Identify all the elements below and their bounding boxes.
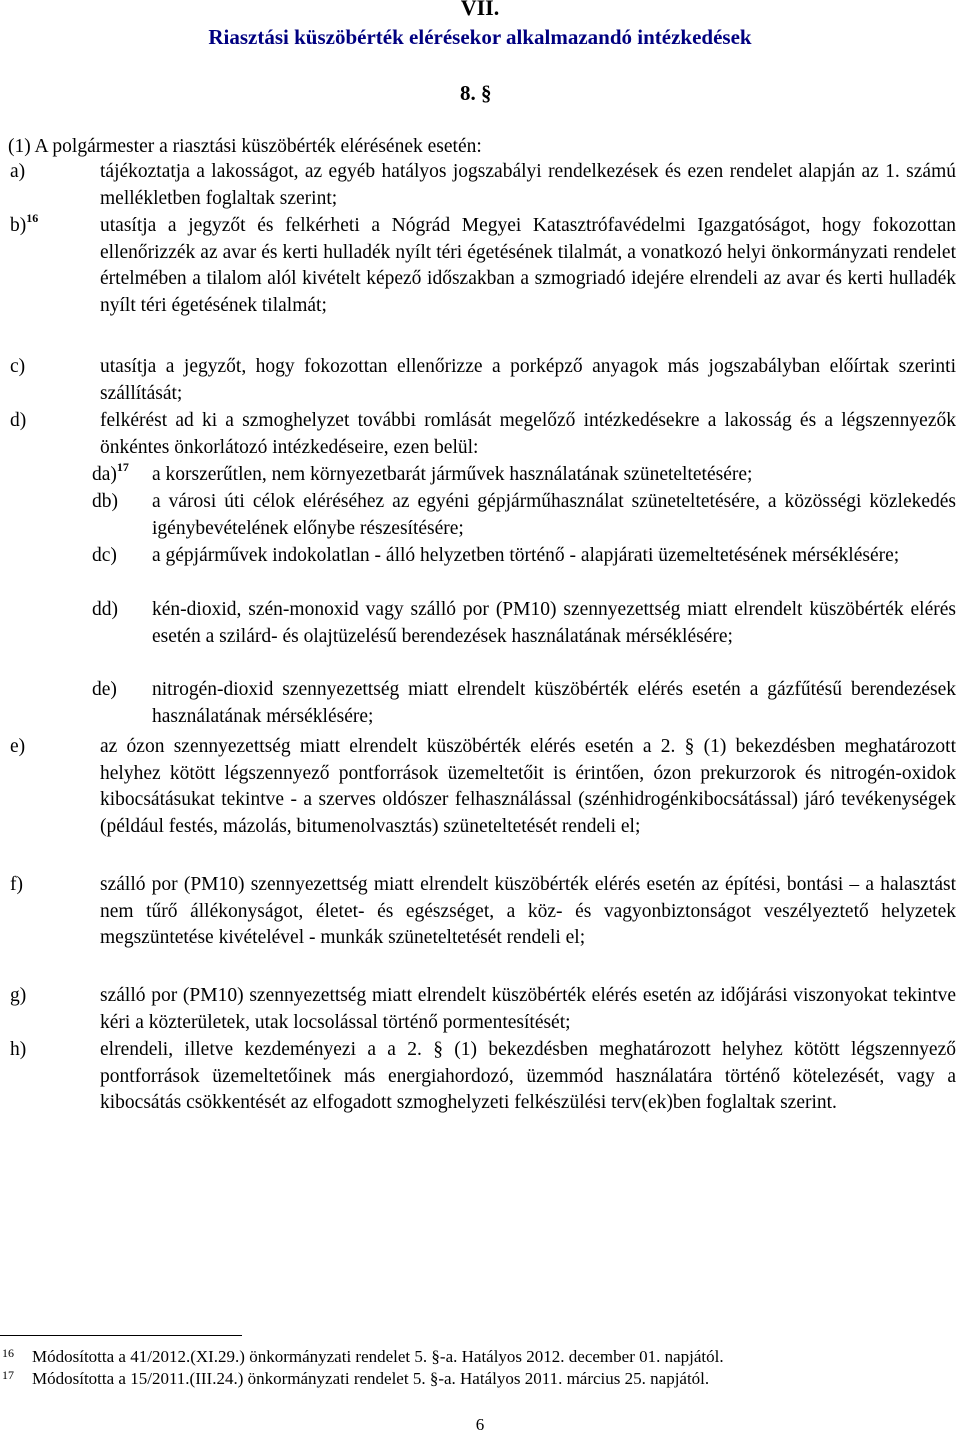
item-text: utasítja a jegyzőt és felkérheti a Nógrád Megyei Katasztrófavédelmi Igazgatóságot, hogy fokozottan ellenőrizzék az avar és kerti hulladék nyílt téri égetésének tilalmát, a vonatkozó helyi önkormányzati rendelet értelmében a tilalom alól kivételt képező időszakban a szmogriadó idejére elrendeli az avar és kerti hulladék nyílt téri égetésének tilalmát; — [100, 215, 956, 316]
paragraph-intro: (1) A polgármester a riasztási küszöbérték elérésének esetén: — [8, 136, 482, 157]
item-label — [92, 462, 129, 489]
chapter-number: VII. — [460, 0, 500, 20]
item-text: a gépjárművek indokolatlan - álló helyzetben történő - alapjárati üzemeltetésének mérséklésére; — [152, 545, 900, 566]
item-text: szálló por (PM10) szennyezettség miatt elrendelt küszöbérték elérés esetén az építési, bontási – a halasztást nem tűrő állékonyságot, életet- és egészséget, a köz- és vagyonbiztonságot veszélyeztető helyzetek megszüntetése kivételével - munkák szüneteltetését rendeli el; — [100, 874, 956, 948]
item-label: f) — [10, 874, 23, 895]
footnote-number: 16 — [2, 1346, 14, 1360]
footnote-separator — [0, 1335, 242, 1336]
item-label: c) — [10, 356, 26, 377]
item-label-text: da) — [92, 464, 117, 485]
item-label: dd) — [92, 599, 118, 620]
item-text: felkérést ad ki a szmoghelyzet további romlását megelőző intézkedésekre a lakosság és a légszennyezők önkéntes önkorlátozó intézkedéseire, ezen belül: — [100, 410, 956, 458]
footnote-number: 17 — [2, 1368, 14, 1382]
item-text: utasítja a jegyzőt, hogy fokozottan ellenőrizze a porképző anyagok más jogszabályban előírtak szerinti szállítását; — [100, 356, 956, 404]
item-text: kén-dioxid, szén-monoxid vagy szálló por (PM10) szennyezettség miatt elrendelt küszöbérték elérés esetén a szilárd- és olajtüzelésű berendezések használatának mérséklésére; — [152, 599, 956, 647]
item-text: tájékoztatja a lakosságot, az egyéb hatályos jogszabályi rendelkezések és ezen rendelet alapján az 1. számú mellékletben foglaltak szerint; — [100, 161, 956, 209]
footnote-ref-16: 16 — [26, 211, 39, 225]
chapter-title: Riasztási küszöbérték elérésekor alkalmazandó intézkedések — [208, 25, 752, 49]
item-label-text: b) — [10, 215, 27, 236]
footnote-text: Módosította a 41/2012.(XI.29.) önkormányzati rendelet 5. §-a. Hatályos 2012. december 01. napjától. — [32, 1347, 724, 1366]
item-text: az ózon szennyezettség miatt elrendelt küszöbérték elérés esetén a 2. § (1) bekezdésben meghatározott helyhez kötött légszennyező pontforrások üzemeltetőit is érintően, ózon prekurzorok és nitrogén-oxidok kibocsátásukat tekintve - a szerves oldószer felhasználással (szénhidrogénkibocsátással) járó tevékenységek (például festés, mázolás, bitumenolvasztás) szüneteltetését rendeli el; — [100, 736, 956, 837]
item-text: a korszerűtlen, nem környezetbarát járművek használatának szüneteltetésére; — [152, 464, 753, 485]
footnote-text: Módosította a 15/2011.(III.24.) önkormányzati rendelet 5. §-a. Hatályos 2011. március 25. napjától. — [32, 1369, 710, 1388]
item-label: d) — [10, 410, 27, 431]
item-label: de) — [92, 679, 117, 700]
item-text: a városi úti célok eléréséhez az egyéni gépjárműhasználat szüneteltetésére, a közösségi közlekedés igénybevételének előnybe részesítésére; — [152, 491, 956, 539]
item-text: szálló por (PM10) szennyezettség miatt elrendelt küszöbérték elérés esetén az időjárási viszonyokat tekintve kéri a közterületek, utak locsolással történő pormentesítését; — [100, 985, 956, 1033]
item-text: nitrogén-dioxid szennyezettség miatt elrendelt küszöbérték elérés esetén a gázfűtésű berendezések használatának mérséklésére; — [152, 679, 956, 727]
item-label: dc) — [92, 545, 117, 566]
page-number: 6 — [475, 1415, 485, 1434]
item-label: g) — [10, 985, 27, 1006]
item-label: db) — [92, 491, 118, 512]
item-text: elrendeli, illetve kezdeményezi a a 2. § (1) bekezdésben meghatározott helyhez kötött légszennyező pontforrások üzemeltetőinek más energiahordozó, üzemmód használatára történő kötelezését, vagy a kibocsátás csökkentését az elfogadott szmoghelyzeti felkészülési terv(ek)ben foglaltak szerint. — [100, 1039, 956, 1113]
footnote-ref-17: 17 — [116, 460, 129, 474]
item-label: h) — [10, 1039, 27, 1060]
item-label: e) — [10, 736, 26, 757]
item-label: a) — [10, 161, 26, 182]
section-number: 8. § — [460, 81, 492, 105]
item-label — [10, 213, 38, 240]
